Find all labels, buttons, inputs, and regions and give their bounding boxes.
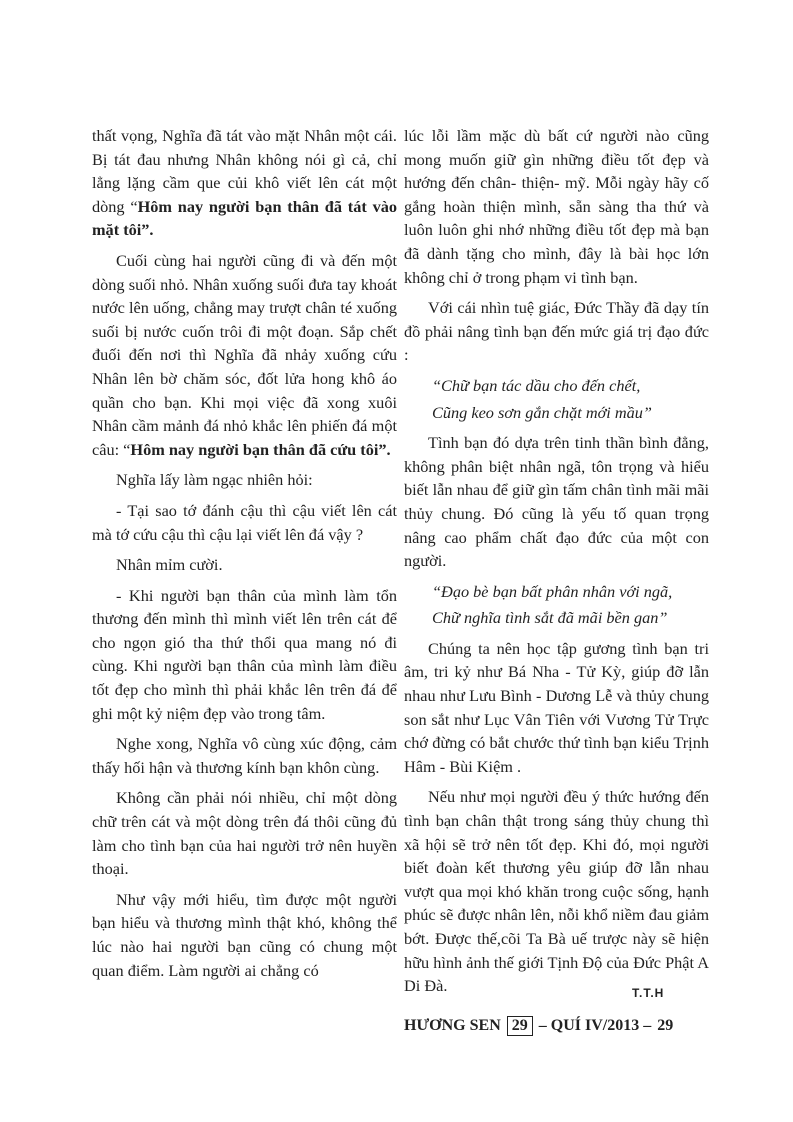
paragraph: lúc lỗi lầm mặc dù bất cứ người nào cũng mong muốn giữ gìn những điều tốt đẹp và hướng đến chân- thiện- mỹ. Mỗi ngày hãy cố gắng hoàn thiện mình, sẵn sàng tha thứ và luôn luôn ghi nhớ những điều tốt đẹp mà bạn đã dành tặng cho mình, đây là bài học lớn không chỉ ở trong phạm vi tình bạn. — [404, 126, 709, 287]
issue-period: – QUÍ IV/2013 – — [538, 1017, 652, 1034]
bold-quote: Hôm nay người bạn thân đã cứu tôi — [130, 439, 379, 459]
paragraph: - Tại sao tớ đánh cậu thì cậu viết lên cát mà tớ cứu cậu thì cậu lại viết lên đá vậy ? — [92, 500, 397, 544]
bold-quote: Hôm nay người bạn thân đã tát vào mặt tôi — [92, 196, 398, 240]
paragraph: Với cái nhìn tuệ giác, Đức Thầy đã dạy tín đồ phải nâng tình bạn đến mức giá trị đạo đức : — [404, 298, 709, 365]
verse-line: Cũng keo sơn gắn chặt mới mầu” — [432, 402, 652, 422]
paragraph: Cuối cùng hai người cũng đi và đến một dòng suối nhỏ. Nhân xuống suối đưa tay khoát nước lên uống, chẳng may trượt chân té xuống suối bị nước cuốn trôi đi một đoạn. Sắp chết đuối đến nơi thì Nghĩa đã nhảy xuống cứu Nhân lên bờ chăm sóc, đốt lửa hong khô áo quần cho bạn. Khi mọi việc đã xong xuôi Nhân cầm mảnh đá nhỏ khắc lên phiến đá một câu: “Hôm nay người bạn thân đã cứu tôi”. — [92, 250, 397, 459]
paragraph: - Khi người bạn thân của mình làm tổn thương đến mình thì mình viết lên trên cát để cho ngọn gió tha thứ thổi qua mang nó đi cùng. Khi người bạn thân của mình làm điều tốt đẹp cho mình thì phải khắc lên trên đá để ghi một kỷ niệm đẹp vào trong tâm. — [92, 585, 397, 723]
right-column — [404, 124, 709, 1005]
paragraph: Nghĩa lấy làm ngạc nhiên hỏi: — [116, 470, 313, 490]
verse-line: “Chữ bạn tác dầu cho đến chết, — [432, 375, 641, 395]
verse-line: Chữ nghĩa tình sắt đã mãi bền gan” — [432, 608, 668, 628]
page-number: 29 — [657, 1017, 674, 1034]
page-footer — [404, 1016, 714, 1036]
paragraph: Nhân mỉm cười. — [116, 555, 223, 575]
paragraph: Chúng ta nên học tập gương tình bạn tri âm, tri kỷ như Bá Nha - Tử Kỳ, giúp đỡ lẫn nhau như Lưu Bình - Dương Lễ và thủy chung son sắt như Lục Vân Tiên với Vương Tử Trực chớ đừng có bắt chước thứ tình bạn kiểu Trịnh Hâm - Bùi Kiệm . — [404, 638, 709, 776]
issue-number-box: 29 — [507, 1016, 533, 1036]
verse-line: “Đạo bè bạn bất phân nhân với ngã, — [432, 581, 673, 601]
paragraph: Nghe xong, Nghĩa vô cùng xúc động, cảm thấy hối hận và thương kính bạn khôn cùng. — [92, 734, 397, 777]
paragraph: Nếu như mọi người đều ý thức hướng đến tình bạn chân thật trong sáng thủy chung thì xã hội sẽ trở nên tốt đẹp. Khi đó, mọi người biết đoàn kết thương yêu giúp đỡ lẫn nhau vượt qua mọi khó khăn trong cuộc sống, hạnh phúc sẽ được nhân lên, nỗi khổ niềm đau giảm bớt. Được thế,cõi Ta Bà uế trược này sẽ hiện hữu hình ảnh thế giới Tịnh Độ của Đức Phật A Di Đà. — [404, 787, 709, 996]
paragraph: Không cần phải nói nhiều, chỉ một dòng chữ trên cát và một dòng trên đá thôi cũng đủ làm cho tình bạn của hai người trở nên huyền thoại. — [92, 788, 397, 879]
author-signature: T.T.H — [632, 986, 665, 1000]
paragraph: Như vậy mới hiểu, tìm được một người bạn hiểu và thương mình thật khó, không thể lúc nào hai người bạn cũng có chung một quan điểm. Làm người ai chẳng có — [92, 889, 397, 980]
magazine-title: HƯƠNG SEN — [404, 1017, 501, 1034]
left-column — [92, 124, 397, 989]
paragraph: thất vọng, Nghĩa đã tát vào mặt Nhân một cái. Bị tát đau nhưng Nhân không nói gì cả, chỉ lẳng lặng cầm que củi khô viết lên cát một dòng “Hôm nay người bạn thân đã tát vào mặt tôi”. — [92, 126, 398, 240]
paragraph: Tình bạn đó dựa trên tinh thần bình đẳng, không phân biệt nhân ngã, tôn trọng và hiểu biết lẫn nhau để giữ gìn tấm chân tình mãi mãi thủy chung. Đó cũng là yếu tố quan trọng nâng cao phẩm chất đạo đức của một con người. — [404, 433, 709, 571]
